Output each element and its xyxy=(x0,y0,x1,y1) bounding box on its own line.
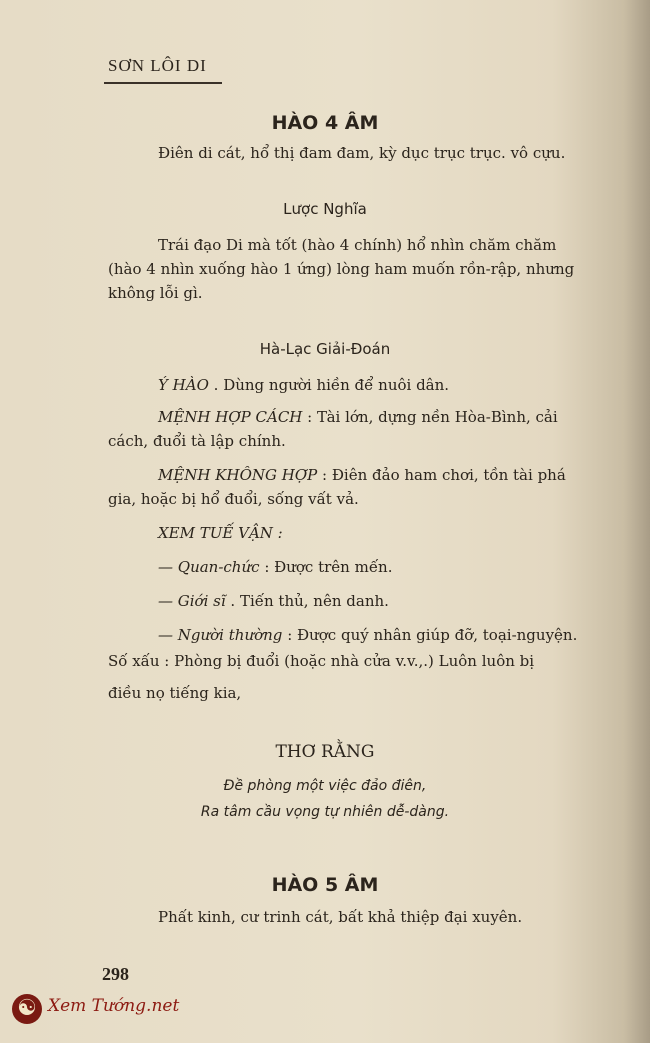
so-xau-line: Số xấu : Phòng bị đuổi (hoặc nhà cửa v.v.,.) Luôn luôn bị xyxy=(108,652,535,670)
menh-khong-label: MỆNH KHÔNG HỢP xyxy=(158,466,318,484)
hao4-verse: Điên di cát, hổ thị đam đam, kỳ dục trục trục. vô cựu. xyxy=(158,144,566,162)
luoc-nghia-line-3: không lỗi gì. xyxy=(108,284,203,302)
nguoi-thuong-label: — Người thường xyxy=(158,626,283,644)
gioi-si-line xyxy=(158,590,389,612)
menh-khong-line xyxy=(158,464,566,486)
quan-chuc-label: — Quan-chức xyxy=(158,558,260,576)
menh-hop-label: MỆNH HỢP CÁCH xyxy=(158,408,303,426)
gioi-si-label: — Giới sĩ xyxy=(158,592,226,610)
menh-hop-line-2: cách, đuổi tà lập chính. xyxy=(108,432,286,450)
tho-rang-line-1: Đề phòng một việc đảo điên, xyxy=(223,778,427,794)
yin-yang-icon: ☯ xyxy=(12,994,42,1024)
hao5-verse: Phất kinh, cư trinh cát, bất khả thiệp đại xuyên. xyxy=(158,908,523,926)
watermark-logo-text: Xem Tướng.net xyxy=(48,996,180,1016)
hao5-title: HÀO 5 ÂM xyxy=(271,874,379,896)
ha-lac-title: Hà-Lạc Giải-Đoán xyxy=(259,340,391,358)
menh-khong-text: : Điên đảo ham chơi, tồn tài phá xyxy=(322,466,566,484)
menh-hop-text: : Tài lớn, dựng nền Hòa-Bình, cải xyxy=(307,408,558,426)
page-number: 298 xyxy=(102,964,129,984)
running-header: SƠN LÔI DI xyxy=(108,56,207,75)
hao4-title: HÀO 4 ÂM xyxy=(271,112,379,134)
y-hao-label: Ý HÀO xyxy=(158,376,209,394)
xem-tue-van: XEM TUẾ VẬN : xyxy=(158,524,283,542)
tho-rang-title: THƠ RẰNG xyxy=(275,742,375,762)
luoc-nghia-title: Lược Nghĩa xyxy=(283,200,367,218)
tho-rang-line-2: Ra tâm cầu vọng tự nhiên dễ-dàng. xyxy=(200,804,450,820)
nguoi-thuong-text: : Được quý nhân giúp đỡ, toại-nguyện. xyxy=(287,626,578,644)
y-hao-text: . Dùng người hiền để nuôi dân. xyxy=(213,376,450,394)
header-rule xyxy=(104,82,222,84)
luoc-nghia-line-2: (hào 4 nhìn xuống hào 1 ứng) lòng ham muốn rồn-rập, nhưng xyxy=(108,260,575,278)
y-hao-line xyxy=(158,374,449,396)
quan-chuc-text: : Được trên mến. xyxy=(264,558,393,576)
menh-khong-line-2: gia, hoặc bị hổ đuổi, sống vất vả. xyxy=(108,490,359,508)
luoc-nghia-line-1: Trái đạo Di mà tốt (hào 4 chính) hổ nhìn chăm chăm xyxy=(158,236,557,254)
quan-chuc-line xyxy=(158,556,393,578)
so-xau-line-2: điều nọ tiếng kia, xyxy=(108,684,242,702)
gioi-si-text: . Tiến thủ, nên danh. xyxy=(230,592,389,610)
menh-hop-line xyxy=(158,406,558,428)
nguoi-thuong-line xyxy=(158,624,577,646)
